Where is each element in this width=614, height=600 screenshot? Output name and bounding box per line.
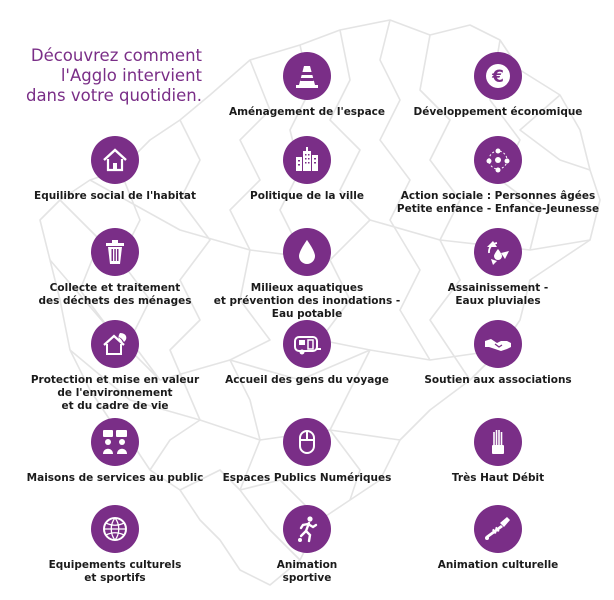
- traffic-cone-icon: [283, 52, 331, 100]
- svg-text:€: €: [492, 67, 504, 87]
- eco-house-icon: [91, 320, 139, 368]
- item-label: Protection et mise en valeur de l'environnement et du cadre de vie: [30, 374, 200, 412]
- item-label: Animation sportive: [276, 559, 338, 584]
- item-label: Politique de la ville: [250, 190, 364, 202]
- people-talking-icon: [91, 418, 139, 466]
- competence-espaces-numeriques[interactable]: [197, 418, 417, 485]
- item-label: Maisons de services au public: [26, 472, 204, 484]
- people-network-icon: [474, 136, 522, 184]
- item-label: Collecte et traitement des déchets des ménages: [38, 282, 192, 307]
- competence-maisons-services[interactable]: [5, 418, 225, 485]
- runner-icon: [283, 505, 331, 553]
- competence-soutien-associations[interactable]: [388, 320, 608, 387]
- intro-line-1: Découvrez comment: [30, 46, 202, 65]
- item-label: Espaces Publics Numériques: [222, 472, 392, 484]
- competence-equipements[interactable]: [5, 505, 225, 585]
- competence-equilibre-habitat[interactable]: [5, 136, 225, 203]
- competence-developpement-economique[interactable]: [388, 52, 608, 119]
- item-label: Equilibre social de l'habitat: [34, 190, 196, 202]
- competence-milieux-aquatiques[interactable]: [197, 228, 417, 321]
- item-label: Soutien aux associations: [424, 374, 572, 386]
- item-label: Action sociale : Personnes âgées Petite enfance - Enfance-Jeunesse: [396, 190, 600, 215]
- item-label: Milieux aquatiques et prévention des inondations - Eau potable: [213, 282, 401, 320]
- competence-protection-environnement[interactable]: [5, 320, 225, 413]
- item-label: Développement économique: [413, 106, 583, 118]
- competence-collecte-dechets[interactable]: [5, 228, 225, 308]
- trumpet-icon: [474, 505, 522, 553]
- intro-heading: [20, 46, 202, 106]
- item-label: Très Haut Débit: [451, 472, 545, 484]
- competence-gens-du-voyage[interactable]: [197, 320, 417, 387]
- item-label: Assainissement - Eaux pluviales: [447, 282, 549, 307]
- competence-animation-culturelle[interactable]: [388, 505, 608, 572]
- item-label: Accueil des gens du voyage: [225, 374, 389, 386]
- competence-amenagement-espace[interactable]: [197, 52, 417, 119]
- ball-icon: [91, 505, 139, 553]
- water-drop-icon: [283, 228, 331, 276]
- handshake-icon: [474, 320, 522, 368]
- house-icon: [91, 136, 139, 184]
- intro-line-2: l'Agglo intervient: [60, 66, 202, 85]
- recycle-water-icon: [474, 228, 522, 276]
- fiber-optic-icon: [474, 418, 522, 466]
- euro-icon: [474, 52, 522, 100]
- competence-politique-ville[interactable]: [197, 136, 417, 203]
- intro-line-3: dans votre quotidien.: [25, 86, 202, 105]
- competence-tres-haut-debit[interactable]: [388, 418, 608, 485]
- computer-mouse-icon: [283, 418, 331, 466]
- caravan-icon: [283, 320, 331, 368]
- item-label: Equipements culturels et sportifs: [48, 559, 182, 584]
- competence-action-sociale[interactable]: [388, 136, 608, 216]
- competence-animation-sportive[interactable]: [197, 505, 417, 585]
- item-label: Aménagement de l'espace: [228, 106, 386, 118]
- competence-assainissement[interactable]: [388, 228, 608, 308]
- item-label: Animation culturelle: [437, 559, 559, 571]
- trash-bin-icon: [91, 228, 139, 276]
- city-buildings-icon: [283, 136, 331, 184]
